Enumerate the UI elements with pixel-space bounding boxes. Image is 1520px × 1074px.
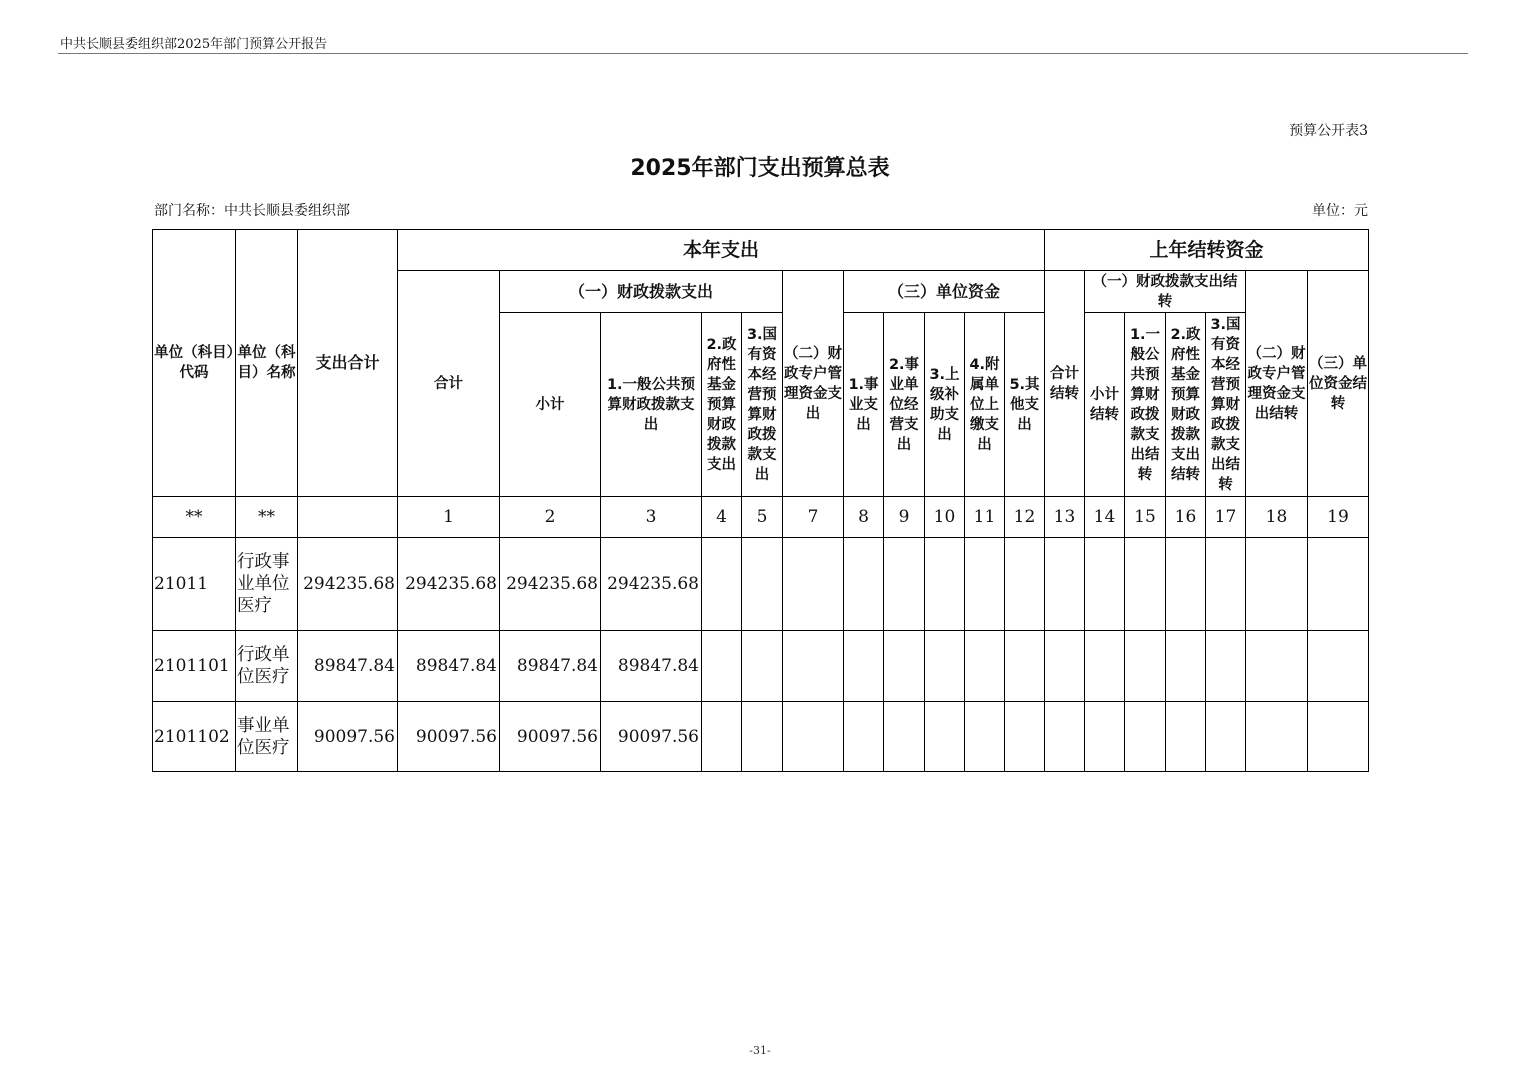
row-subtotal: 294235.68 — [500, 538, 601, 631]
page-title: 2025年部门支出预算总表 — [630, 156, 890, 181]
budget-table — [152, 229, 1369, 772]
header-cy-subtotal: 小计 — [500, 313, 601, 497]
header-ly-unit-funds: （三）单位资金结转 — [1308, 271, 1369, 497]
row-cy-total: 90097.56 — [398, 702, 500, 772]
department-name: 部门名称：中共长顺县委组织部 — [154, 203, 350, 219]
header-ly-gov-fund: 2.政府性基金预算财政拨款支出结转 — [1166, 313, 1206, 497]
header-cy-fiscal: （一）财政拨款支出 — [500, 271, 783, 313]
index-cell — [298, 497, 398, 538]
header-ly-state-capital: 3.国有资本经营预算财政拨款支出结转 — [1206, 313, 1246, 497]
row-name: 行政事业单位医疗 — [236, 538, 298, 631]
index-cell: 8 — [844, 497, 884, 538]
page-number: -31- — [749, 1044, 771, 1057]
index-cell: 10 — [925, 497, 965, 538]
header-total: 支出合计 — [298, 230, 398, 497]
row-total: 90097.56 — [298, 702, 398, 772]
header-code: 单位（科目）代码 — [153, 230, 236, 497]
row-code: 2101102 — [153, 702, 236, 772]
index-cell: 3 — [601, 497, 702, 538]
index-cell: 5 — [742, 497, 783, 538]
header-current-year: 本年支出 — [398, 230, 1045, 271]
index-cell: 4 — [702, 497, 742, 538]
index-cell: 18 — [1246, 497, 1308, 538]
header-ly-general: 1.一般公共预算财政拨款支出结转 — [1125, 313, 1166, 497]
index-cell: ** — [153, 497, 236, 538]
index-cell: 2 — [500, 497, 601, 538]
index-cell: 13 — [1045, 497, 1085, 538]
row-cy-total: 294235.68 — [398, 538, 500, 631]
table-number: 预算公开表3 — [1289, 123, 1368, 139]
header-ly-special: （二）财政专户管理资金支出结转 — [1246, 271, 1308, 497]
index-cell: 14 — [1085, 497, 1125, 538]
row-total: 89847.84 — [298, 631, 398, 702]
index-cell: 7 — [783, 497, 844, 538]
header-last-year: 上年结转资金 — [1045, 230, 1369, 271]
row-cy-total: 89847.84 — [398, 631, 500, 702]
header-cy-affiliated: 4.附属单位上缴支出 — [965, 313, 1005, 497]
row-code: 2101101 — [153, 631, 236, 702]
header-name: 单位（科目）名称 — [236, 230, 298, 497]
index-cell: 17 — [1206, 497, 1246, 538]
index-cell: 16 — [1166, 497, 1206, 538]
unit-label: 单位：元 — [1312, 203, 1368, 219]
index-cell: ** — [236, 497, 298, 538]
table-row — [153, 538, 1369, 631]
header-cy-other: 5.其他支出 — [1005, 313, 1045, 497]
row-general: 89847.84 — [601, 631, 702, 702]
row-general: 294235.68 — [601, 538, 702, 631]
index-cell: 11 — [965, 497, 1005, 538]
row-code: 21011 — [153, 538, 236, 631]
index-cell: 1 — [398, 497, 500, 538]
table-row — [153, 702, 1369, 772]
header-cy-subsidy: 3.上级补助支出 — [925, 313, 965, 497]
index-cell: 15 — [1125, 497, 1166, 538]
index-cell: 9 — [884, 497, 925, 538]
table-row — [153, 631, 1369, 702]
header-cy-state-capital: 3.国有资本经营预算财政拨款支出 — [742, 313, 783, 497]
running-head: 中共长顺县委组织部2025年部门预算公开报告 — [60, 37, 328, 52]
row-general: 90097.56 — [601, 702, 702, 772]
header-rule — [58, 53, 1468, 54]
header-cy-unit-funds: （三）单位资金 — [844, 271, 1045, 313]
header-ly-total: 合计结转 — [1045, 271, 1085, 497]
header-cy-business: 1.事业支出 — [844, 313, 884, 497]
row-total: 294235.68 — [298, 538, 398, 631]
row-name: 行政单位医疗 — [236, 631, 298, 702]
header-cy-general: 1.一般公共预算财政拨款支出 — [601, 313, 702, 497]
header-cy-special: （二）财政专户管理资金支出 — [783, 271, 844, 497]
header-ly-subtotal: 小计结转 — [1085, 313, 1125, 497]
header-cy-gov-fund: 2.政府性基金预算财政拨款支出 — [702, 313, 742, 497]
index-cell: 19 — [1308, 497, 1369, 538]
index-row — [153, 497, 1369, 538]
row-subtotal: 89847.84 — [500, 631, 601, 702]
index-cell: 12 — [1005, 497, 1045, 538]
header-ly-fiscal: （一）财政拨款支出结转 — [1085, 271, 1246, 313]
row-name: 事业单位医疗 — [236, 702, 298, 772]
header-cy-operating: 2.事业单位经营支出 — [884, 313, 925, 497]
header-cy-total: 合计 — [398, 271, 500, 497]
row-subtotal: 90097.56 — [500, 702, 601, 772]
